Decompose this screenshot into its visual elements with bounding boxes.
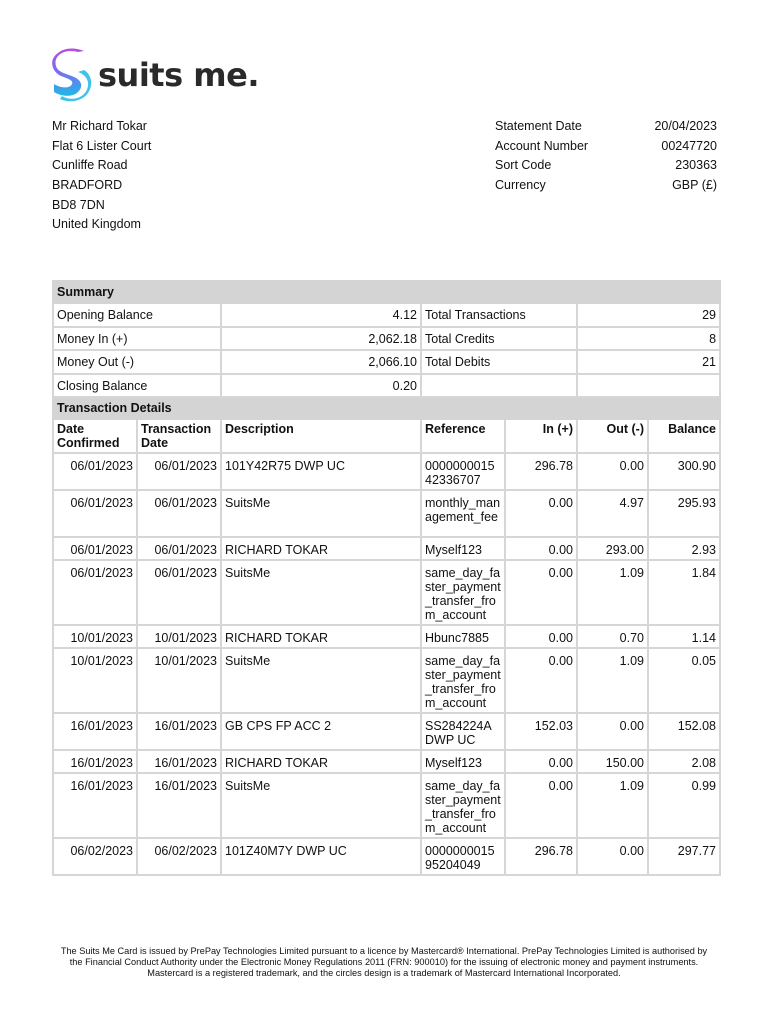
summary-value-2: 29 [577, 303, 720, 327]
date-confirmed-cell: 06/01/2023 [53, 453, 137, 490]
out-cell: 293.00 [577, 537, 648, 560]
transaction-date-cell: 16/01/2023 [137, 713, 221, 750]
transaction-date-cell: 06/01/2023 [137, 537, 221, 560]
in-cell: 0.00 [505, 750, 577, 773]
description-cell: SuitsMe [221, 773, 421, 838]
summary-value-2 [577, 374, 720, 398]
address-city: BRADFORD [52, 178, 123, 193]
reference-cell: same_day_faster_payment_transfer_from_account [421, 773, 505, 838]
reference-cell: Hbunc7885 [421, 625, 505, 648]
balance-cell: 0.05 [648, 648, 720, 713]
description-cell: SuitsMe [221, 648, 421, 713]
summary-row [53, 350, 720, 374]
description-cell: RICHARD TOKAR [221, 750, 421, 773]
table-row [53, 648, 720, 713]
address-postcode: BD8 7DN [52, 197, 105, 212]
sort-code-value: 230363 [675, 158, 717, 173]
date-confirmed-cell: 16/01/2023 [53, 750, 137, 773]
transaction-date-cell: 06/01/2023 [137, 560, 221, 625]
date-confirmed-cell: 10/01/2023 [53, 625, 137, 648]
reference-cell: same_day_faster_payment_transfer_from_account [421, 648, 505, 713]
summary-label-2: Total Credits [421, 327, 577, 351]
address-line-2: Cunliffe Road [52, 158, 128, 173]
balance-cell: 1.84 [648, 560, 720, 625]
currency-label: Currency [495, 178, 546, 193]
balance-cell: 297.77 [648, 838, 720, 875]
transaction-date-cell: 06/01/2023 [137, 453, 221, 490]
transactions-body [53, 453, 720, 875]
reference-cell: same_day_faster_payment_transfer_from_account [421, 560, 505, 625]
currency-value: GBP (£) [672, 178, 717, 193]
statement-date-label: Statement Date [495, 119, 582, 133]
out-cell: 4.97 [577, 490, 648, 537]
date-confirmed-cell: 16/01/2023 [53, 773, 137, 838]
out-cell: 1.09 [577, 648, 648, 713]
table-row [53, 537, 720, 560]
summary-label-2 [421, 374, 577, 398]
account-number-label: Account Number [495, 138, 589, 153]
statement-date-value: 20/04/2023 [654, 119, 717, 133]
legal-footer: The Suits Me Card is issued by PrePay Technologies Limited pursuant to a licence by Mastercard® International. PrePay Technologies Limited is authorised by the Financial Conduct Authority under the Electronic Money Regulations 2011 (FRN: 900010) for the issuing of electronic money and payment instruments. Mastercard is a registered trademark, and the circles design is a trademark of Mastercard International Incorporated. [60, 946, 708, 978]
transaction-date-cell: 06/01/2023 [137, 490, 221, 537]
summary-label: Money Out (-) [53, 350, 221, 374]
in-cell: 296.78 [505, 453, 577, 490]
description-cell: RICHARD TOKAR [221, 537, 421, 560]
out-cell: 0.00 [577, 713, 648, 750]
date-confirmed-cell: 10/01/2023 [53, 648, 137, 713]
transaction-date-cell: 10/01/2023 [137, 625, 221, 648]
statement-table [52, 280, 721, 876]
col-balance: Balance [648, 419, 720, 453]
currency-row [495, 176, 717, 196]
closing-balance-value: 0.20 [392, 378, 417, 393]
col-date-confirmed: Date Confirmed [53, 419, 137, 453]
description-cell: 101Y42R75 DWP UC [221, 453, 421, 490]
table-row [53, 625, 720, 648]
description-cell: GB CPS FP ACC 2 [221, 713, 421, 750]
description-cell: 101Z40M7Y DWP UC [221, 838, 421, 875]
table-row [53, 773, 720, 838]
summary-row [53, 327, 720, 351]
col-description: Description [221, 419, 421, 453]
in-cell: 152.03 [505, 713, 577, 750]
summary-label: Closing Balance [53, 374, 221, 398]
reference-cell: 0000000015 42336707 [421, 453, 505, 490]
summary-label: Opening Balance [53, 303, 221, 327]
out-cell: 0.00 [577, 838, 648, 875]
summary-value [221, 350, 421, 374]
out-cell: 150.00 [577, 750, 648, 773]
in-cell: 0.00 [505, 625, 577, 648]
date-confirmed-cell: 16/01/2023 [53, 713, 137, 750]
summary-label-2: Total Debits [421, 350, 577, 374]
transaction-date-cell: 16/01/2023 [137, 750, 221, 773]
transactions-header-row [53, 419, 720, 453]
address-line-1: Flat 6 Lister Court [52, 138, 152, 153]
statement-date-row [495, 117, 717, 137]
description-cell: RICHARD TOKAR [221, 625, 421, 648]
money-out-value: 2,066.10 [368, 355, 417, 369]
col-reference: Reference [421, 419, 505, 453]
balance-cell: 2.93 [648, 537, 720, 560]
summary-value [221, 303, 421, 327]
in-cell: 0.00 [505, 773, 577, 838]
balance-cell: 300.90 [648, 453, 720, 490]
balance-cell: 2.08 [648, 750, 720, 773]
reference-cell: Myself123 [421, 537, 505, 560]
table-row [53, 453, 720, 490]
balance-cell: 0.99 [648, 773, 720, 838]
out-cell: 0.00 [577, 453, 648, 490]
statement-details [495, 117, 717, 196]
reference-cell: Myself123 [421, 750, 505, 773]
transactions-heading: Transaction Details [53, 397, 720, 419]
summary-value-2: 8 [577, 327, 720, 351]
account-number-row [495, 137, 717, 157]
reference-cell: 0000000015 95204049 [421, 838, 505, 875]
out-cell: 1.09 [577, 560, 648, 625]
table-row [53, 560, 720, 625]
description-cell: SuitsMe [221, 560, 421, 625]
opening-balance-value: 4.12 [392, 308, 417, 322]
money-in-value: 2,062.18 [368, 331, 417, 346]
summary-row [53, 303, 720, 327]
col-in: In (+) [505, 419, 577, 453]
date-confirmed-cell: 06/01/2023 [53, 490, 137, 537]
summary-value [221, 374, 421, 398]
table-row [53, 838, 720, 875]
customer-name: Mr Richard Tokar [52, 119, 147, 133]
col-transaction-date: Transaction Date [137, 419, 221, 453]
summary-row [53, 374, 720, 398]
account-number-value: 00247720 [661, 138, 717, 153]
table-row [53, 750, 720, 773]
address-country: United Kingdom [52, 217, 141, 232]
balance-cell: 152.08 [648, 713, 720, 750]
suits-me-logo [50, 46, 259, 104]
balance-cell: 1.14 [648, 625, 720, 648]
col-out: Out (-) [577, 419, 648, 453]
table-row [53, 490, 720, 537]
in-cell: 0.00 [505, 560, 577, 625]
suits-me-logo-icon [50, 46, 92, 104]
description-cell: SuitsMe [221, 490, 421, 537]
balance-cell: 295.93 [648, 490, 720, 537]
sort-code-row [495, 156, 717, 176]
summary-label-2: Total Transactions [421, 303, 577, 327]
reference-cell: SS284224A DWP UC [421, 713, 505, 750]
summary-label: Money In (+) [53, 327, 221, 351]
summary-heading: Summary [53, 281, 720, 303]
transaction-date-cell: 06/02/2023 [137, 838, 221, 875]
in-cell: 0.00 [505, 537, 577, 560]
brand-name: suits me. [98, 56, 259, 94]
reference-cell: monthly_management_fee [421, 490, 505, 537]
date-confirmed-cell: 06/01/2023 [53, 560, 137, 625]
in-cell: 0.00 [505, 648, 577, 713]
in-cell: 0.00 [505, 490, 577, 537]
transaction-date-cell: 10/01/2023 [137, 648, 221, 713]
in-cell: 296.78 [505, 838, 577, 875]
out-cell: 0.70 [577, 625, 648, 648]
summary-value [221, 327, 421, 351]
sort-code-label: Sort Code [495, 158, 552, 173]
date-confirmed-cell: 06/02/2023 [53, 838, 137, 875]
out-cell: 1.09 [577, 773, 648, 838]
summary-value-2: 21 [577, 350, 720, 374]
table-row [53, 713, 720, 750]
date-confirmed-cell: 06/01/2023 [53, 537, 137, 560]
transaction-date-cell: 16/01/2023 [137, 773, 221, 838]
customer-address [52, 117, 151, 235]
